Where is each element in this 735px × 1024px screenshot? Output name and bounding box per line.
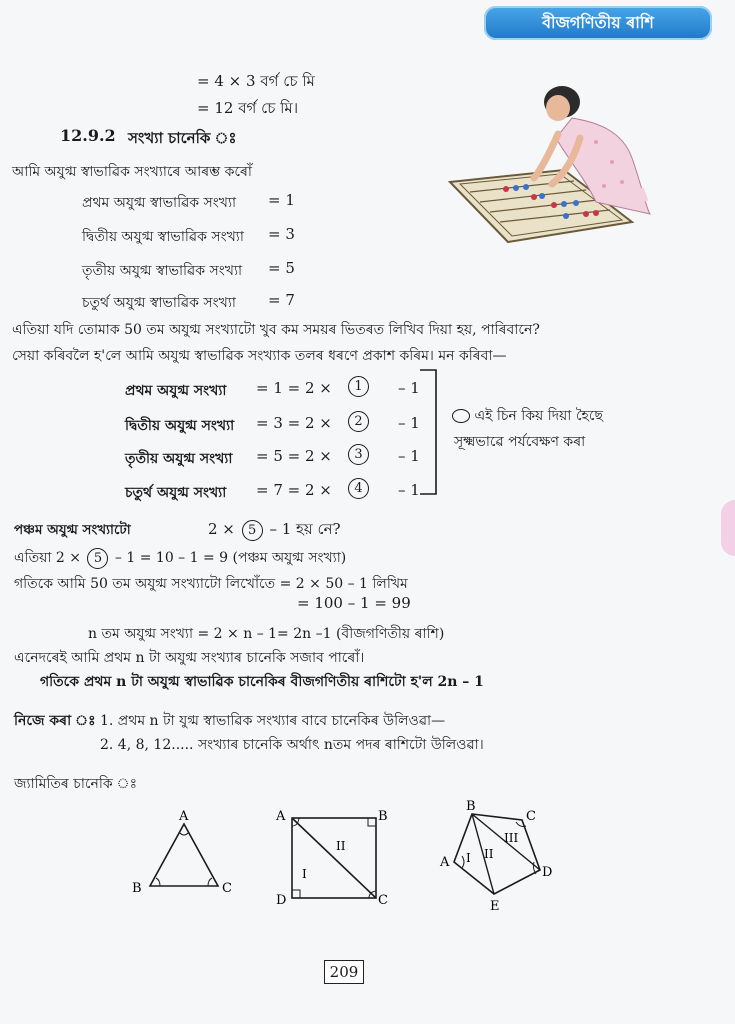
page-number: 209: [324, 960, 364, 984]
triangle-label-a: A: [179, 809, 189, 824]
section-title: সংখ্যা চানেকি ঃ: [128, 129, 237, 147]
girl-abacus-illustration: [446, 82, 656, 252]
exercise-label: নিজে কৰা ঃ: [14, 713, 96, 729]
list2-label-3: তৃতীয় অযুগ্ম সংখ্যা: [125, 451, 233, 467]
intro-line-1: = 4 × 3 বৰ্গ চে মি: [197, 72, 315, 90]
list1-label-2: দ্বিতীয় অযুগ্ম স্বাভাৱিক সংখ্যা: [82, 229, 244, 245]
list2-label-2: দ্বিতীয় অযুগ্ম সংখ্যা: [125, 418, 235, 434]
fifth-now-pre: এতিয়া 2 ×: [14, 550, 82, 566]
pentagon-region-i: I: [466, 851, 471, 865]
list2-label-1: প্ৰথম অযুগ্ম সংখ্যা: [125, 383, 227, 399]
square-label-c: C: [378, 893, 388, 908]
note-text-1: এই চিন কিয় দিয়া হৈছে: [474, 408, 603, 424]
fifth-expr-post: – 1 হয় নে?: [269, 520, 341, 538]
chapter-title: বীজগণিতীয় ৰাশি: [542, 12, 654, 32]
list1-label-3: তৃতীয় অযুগ্ম স্বাভাৱিক সংখ্যা: [82, 263, 243, 279]
circled-number-5: 5: [242, 520, 263, 541]
list1-value-4: = 7: [268, 291, 295, 309]
fifth-now-post: – 1 = 10 – 1 = 9 (পঞ্চম অযুগ্ম সংখ্যা): [114, 550, 347, 566]
fifth-now-line: [14, 546, 346, 570]
fifth-expr-pre: 2 ×: [208, 520, 235, 538]
oval-mark-icon: [452, 409, 470, 423]
note-line-1: [452, 404, 603, 428]
circled-number-2: 2: [348, 411, 369, 432]
fifty-line-3: n তম অযুগ্ম সংখ্যা = 2 × n – 1= 2n –1 (বীজগণিতীয় ৰাশি): [88, 626, 445, 642]
exercise-item-1: 1. প্ৰথম n টা যুগ্ম স্বাভাৱিক সংখ্যাৰ বাবে চানেকিৰ উলিওৱা—: [100, 713, 446, 729]
fifth-expression: [208, 518, 341, 543]
circled-number-1: 1: [348, 376, 369, 397]
list2-expr-4: = 7 = 2 ×: [256, 481, 332, 499]
list1-value-3: = 5: [268, 259, 295, 277]
list1-value-1: = 1: [268, 191, 295, 209]
circled-number-4: 4: [348, 478, 369, 499]
triangle-label-c: C: [222, 881, 232, 896]
pentagon-label-d: D: [542, 865, 553, 880]
list2-tail-3: – 1: [398, 447, 420, 465]
square-label-d: D: [276, 893, 287, 908]
list1-label-1: প্ৰথম অযুগ্ম স্বাভাৱিক সংখ্যা: [82, 195, 237, 211]
question-line-1: এতিয়া যদি তোমাক 50 তম অযুগ্ম সংখ্যাটো খুব কম সময়ৰ ভিতৰত লিখিব দিয়া হয়, পাৰিবানে?: [12, 322, 540, 338]
square-label-a: A: [276, 809, 286, 824]
pentagon-label-c: C: [526, 809, 536, 824]
side-thumb-tab: [721, 500, 735, 556]
pentagon-label-e: E: [490, 899, 500, 912]
circled-number-5b: 5: [87, 548, 108, 569]
fifty-line-1: গতিকে আমি 50 তম অযুগ্ম সংখ্যাটো লিখোঁতে = 2 × 50 – 1 লিখিম: [14, 576, 408, 592]
square-label-b: B: [378, 809, 388, 824]
list1-value-2: = 3: [268, 225, 295, 243]
square-region-i: I: [302, 867, 307, 881]
triangle-figure: [126, 808, 238, 900]
right-bracket: [418, 368, 440, 498]
exercise-item-2: 2. 4, 8, 12..... সংখ্যাৰ চানেকি অৰ্থাৎ nতম পদৰ ৰাশিটো উলিওৱা।: [100, 737, 484, 753]
square-region-ii: II: [336, 839, 346, 853]
question-line-2: সেয়া কৰিবলৈ হ'লে আমি অযুগ্ম স্বাভাৱিক সংখ্যাক তলৰ ধৰণে প্ৰকাশ কৰিম। মন কৰিবা—: [12, 348, 507, 364]
intro-line-2: = 12 বৰ্গ চে মি।: [197, 99, 299, 117]
chapter-header-tab: [484, 6, 712, 40]
pentagon-label-a: A: [440, 855, 450, 870]
geometry-title: জ্যামিতিৰ চানেকি ঃ: [14, 776, 138, 792]
list2-tail-4: – 1: [398, 481, 420, 499]
fifty-line-5: গতিকে প্ৰথম n টা অযুগ্ম স্বাভাৱিক চানেকিৰ বীজগণিতীয় ৰাশিটো হ'ল 2n – 1: [40, 674, 484, 690]
list2-label-4: চতুৰ্থ অযুগ্ম সংখ্যা: [125, 485, 227, 501]
list1-label-4: চতুৰ্থ অযুগ্ম স্বাভাৱিক সংখ্যা: [82, 295, 236, 311]
note-line-2: সূক্ষ্মভাৱে পৰ্যবেক্ষণ কৰা: [454, 434, 586, 450]
fifth-label: পঞ্চম অযুগ্ম সংখ্যাটো: [14, 522, 131, 538]
circled-number-3: 3: [348, 444, 369, 465]
triangle-label-b: B: [132, 881, 142, 896]
list2-expr-3: = 5 = 2 ×: [256, 447, 332, 465]
section-number: 12.9.2: [60, 126, 116, 145]
fifty-line-2: = 100 – 1 = 99: [297, 594, 411, 612]
pentagon-region-ii: II: [484, 847, 494, 861]
pentagon-label-b: B: [466, 800, 476, 814]
fifty-line-4: এনেদৰেই আমি প্ৰথম n টা অযুগ্ম সংখ্যাৰ চানেকি সজাব পাৰোঁ।: [14, 650, 365, 666]
list2-tail-1: – 1: [398, 379, 420, 397]
list2-tail-2: – 1: [398, 414, 420, 432]
pentagon-figure: [438, 800, 556, 912]
list2-expr-1: = 1 = 2 ×: [256, 379, 332, 397]
square-figure: [272, 804, 388, 908]
section-lead: আমি অযুগ্ম স্বাভাৱিক সংখ্যাৰে আৰম্ভ কৰোঁ: [12, 164, 252, 180]
pentagon-region-iii: III: [504, 831, 519, 845]
list2-expr-2: = 3 = 2 ×: [256, 414, 332, 432]
